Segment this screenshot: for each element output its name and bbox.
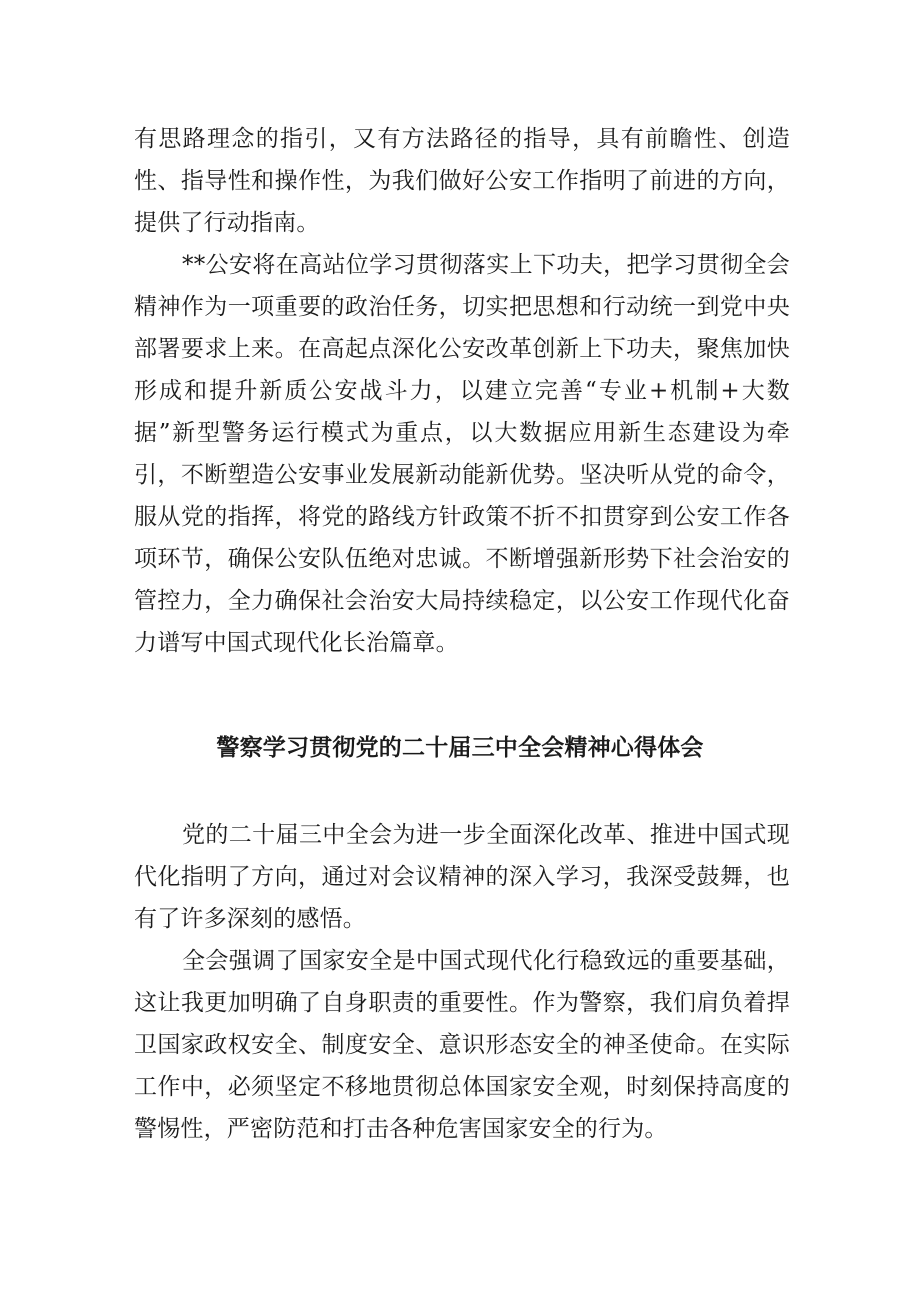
paragraph-intro: 党的二十届三中全会为进一步全面深化改革、推进中国式现代化指明了方向，通过对会议精神的深入学习，我深受鼓舞，也有了许多深刻的感悟。 (134, 822, 790, 932)
paragraph-public-security-plan: **公安将在高站位学习贯彻落实上下功夫，把学习贯彻全会精神作为一项重要的政治任务，切实把思想和行动统一到党中央部署要求上来。在高起点深化公安改革创新上下功夫，聚焦加快形成和提升新质公安战斗力，以建立完善“专业+机制+大数据”新型警务运行模式为重点，以大数据应用新生态建设为牵引，不断塑造公安事业发展新动能新优势。坚决听从党的命令，服从党的指挥，将党的路线方针政策不折不扣贯穿到公安工作各项环节，确保公安队伍绝对忠诚。不断增强新形势下社会治安的管控力，全力确保社会治安大局持续稳定，以公安工作现代化奋力谱写中国式现代化长治篇章。 (134, 252, 790, 656)
paragraph-continuation: 有思路理念的指引，又有方法路径的指导，具有前瞻性、创造性、指导性和操作性，为我们做好公安工作指明了前进的方向，提供了行动指南。 (134, 126, 790, 236)
article-heading: 警察学习贯彻党的二十届三中全会精神心得体会 (216, 735, 704, 761)
paragraph-national-security: 全会强调了国家安全是中国式现代化行稳致远的重要基础，这让我更加明确了自身职责的重要性。作为警察，我们肩负着捍卫国家政权安全、制度安全、意识形态安全的神圣使命。在实际工作中，必须坚定不移地贯彻总体国家安全观，时刻保持高度的警惕性，严密防范和打击各种危害国家安全的行为。 (134, 948, 790, 1142)
